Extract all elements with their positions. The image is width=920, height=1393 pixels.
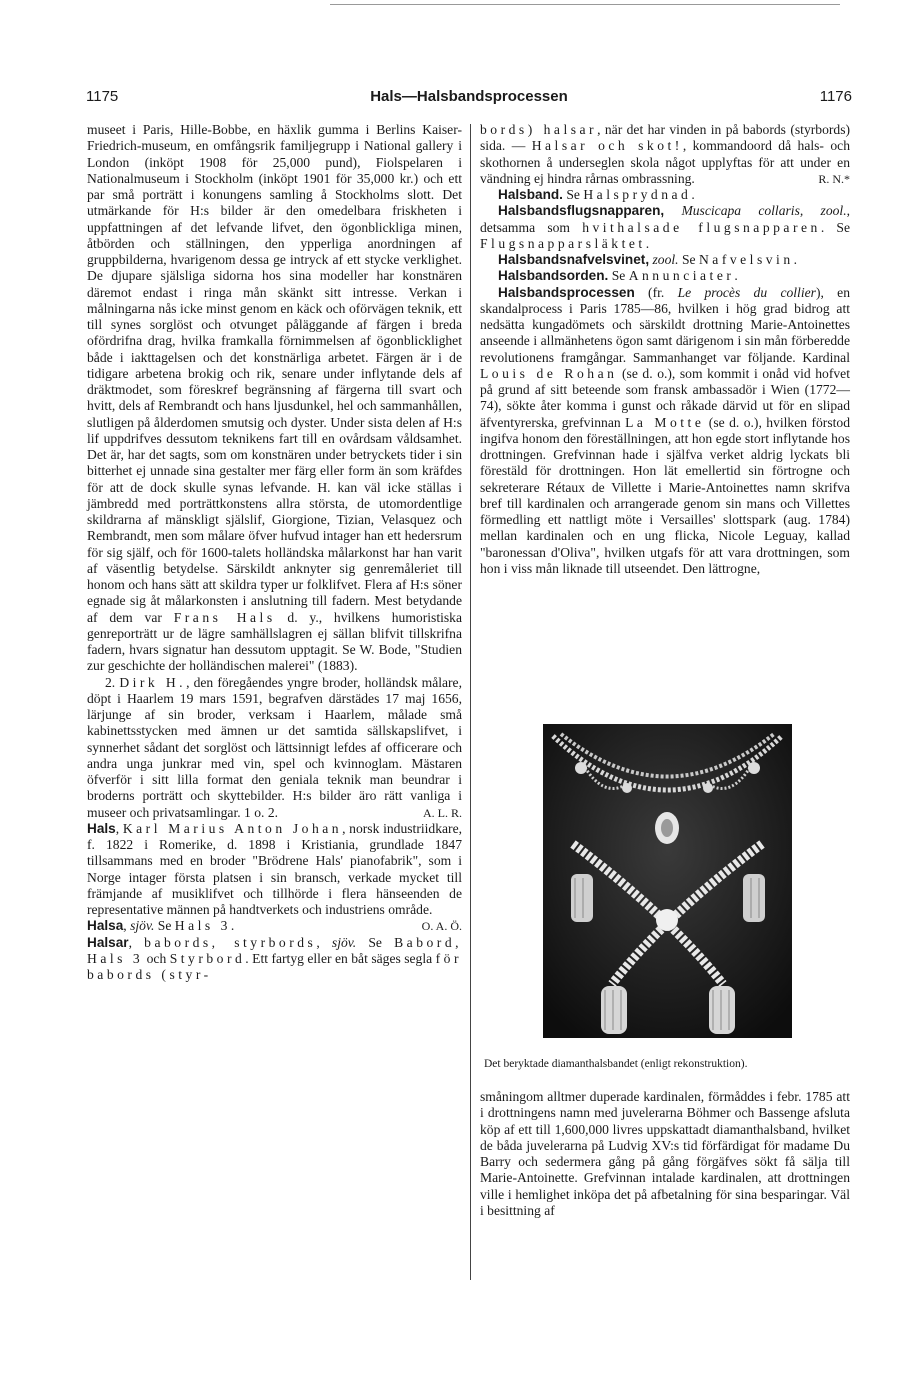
diamond-necklace-icon	[543, 724, 792, 1038]
entry-hals-karl: Hals, Karl Marius Anton Johan, norsk industriidkare, f. 1822 i Romerike, d. 1898 i Kristiania, grundlade 1847 tillsammans med en broder "Brödrene Hals' pianofabrik", som i Norge intager första platsen i sin bransch, verkade mycket till främjande af musiklifvet och tillhörde i flera hänseenden de representative männen på handtverkets och industriens område. O. A. Ö.	[87, 820, 463, 934]
entry-halsbandsflugsnapparen: Halsbandsflugsnapparen, Muscicapa collaris, zool., detsamma som hvithalsade flugsnapparen. Se Flugsnapparsläktet.	[480, 203, 851, 251]
entry-halsar-continuation: bords) halsar, när det har vinden in på babords (styrbords) sida. — Halsar och skot!, kommandoord då hals- och skothornen å underseglen skola något upplyftas för att under en vändning ej hindra rårnas ombrassning. R. N.*	[480, 122, 851, 186]
entry-dirk-hals: 2. Dirk H., den föregåendes yngre broder, holländsk målare, döpt i Haarlem 19 mars 1591, begrafven därstädes 17 maj 1656, lärjunge af sin broder, verksam i Haarlem, målade små kabinettsstycken med ämnen ur det samtida sällskapslifvet, i synnerhet sådant det sorglöst och lättsinnigt lefdes af officerare och andra unga junkrar med vin, spel och kvinnoglam. Mästaren öfverför i sitt lilla format den geniala teknik man beundrar i broderns porträtt och skyttebilder. H:s bilder äro rätt vanliga i museer och privatsamlingar. 1 o. 2. A. L. R.	[87, 674, 462, 820]
paragraph-hals-continuation: museet i Paris, Hille-Bobbe, en häxlik gumma i Berlins Kaiser-Friedrich-museum, en omfångsrik familjegrupp i National gallery i London (inköpt 1908 för 25,000 pund), Fiolspelaren i Nationalmuseum i Stockholm (inköpt 1901 för 35,000 kr.) och ett par små porträtt i konungens samling å Stockholms slott. Det utmärkande för H:s bilder är den omedelbara friskheten i uppfattningen af det lefvande lifvet, den ögonblickliga minen, åtbörden och ställningen, den ypperliga anordningen af gruppbilderna, hvarigenom dessa ge intryck af ett stycke verklighet. De djupare själsliga sidorna hos sina modeller har konstnären däremot endast i ringa mån skänkt sitt intresse. Verkan i målningarna nås icke minst genom en käck och oförvägen teknik, ett till synes sorglöst och otvunget påläggande af färgen i breda ofördrifna drag, hvilka framkalla förnimmelsen af ögonblicklighet både i iakttagelsen och det konstnärliga arbetet. Färgen är i de tidigare arbetena brokig och rik, senare under inflytande dels af dräktmodet, som föreskref begränsning af färgerna till svart och hvitt, dels af Rembrandt och hans ljusdunkel, hel och sammanhållen, slutligen på ålderdomen smutsig och dyster. Under sista delen af H:s lif uppdrifves dessutom teknikens fart till en ovårdsam våldsamhet. Det är, har det sagts, som om konstnären under betryckets tider i sin bitterhet ej unnade sina gestalter mer färg eller form än som kräfdes för att de dock skulle synas lefvande. H. kan väl icke ställas i jämbredd med porträttkonstens allra största, de utomordentlige skildrarna af mänskligt själslif, Giorgione, Tizian, Velasquez och Rembrandt, men som målare öfver hufvud intager han ett hedersrum för sig själf, och för 1600-talets holländska målarkonst har han varit af väsentlig betydelse. Särskildt anknyter sig genremåleriet till honom och hans sätt att skildra typer ur folklifvet. Flera af H:s söner egnade sig åt målarkonsten i anslutning till fadern. Mest betydande af dem var Frans Hals d. y., hvilkens humoristiska genreporträtt ur de lägre samhällslagren ej sällan blifvit tillskrifna fadern, hvars signatur han dessutom upptagit. Se W. Bode, "Studien zur geschichte der holländischen malerei" (1883).	[87, 122, 462, 674]
column-divider	[470, 124, 471, 1280]
page-number-left: 1175	[86, 88, 119, 105]
entry-halsbandsnafvelsvinet: Halsbandsnafvelsvinet, zool. Se Nafvelsvin.	[498, 252, 798, 267]
right-column-bottom	[480, 1089, 850, 1219]
entry-halsar: Halsar, babords, styrbords, sjöv. Se Babord, Hals 3 och Styrbord. Ett fartyg eller en båt säges segla för babords (styr-	[87, 934, 463, 982]
necklace-photo	[543, 724, 792, 1038]
running-header	[86, 88, 852, 112]
right-column-top	[480, 122, 850, 577]
entry-halsband: Halsband. Se Halsprydnad.	[498, 187, 695, 202]
figure-caption: Det beryktade diamanthalsbandet (enligt rekonstruktion).	[484, 1058, 748, 1070]
page-number-right: 1176	[819, 88, 852, 105]
entry-halsa: Halsa, sjöv. Se Hals 3.	[87, 918, 235, 934]
left-column	[87, 122, 462, 983]
entry-halsbandsprocessen: Halsbandsprocessen (fr. Le procès du collier), en skandalprocess i Paris 1785—86, hvilken i hög grad bidrog att nedsätta kungadömets och särskildt drottning Marie-Antoinettes anseende i allmänhetens ögon samt därigenom i sin mån förberedde revolutionens framgångar. Sammanhanget var följande. Kardinal Louis de Rohan (se d. o.), som kommit i onåd vid hofvet på grund af sitt beteende som fransk ambassadör i Wien (1772—74), sökte åter komma i gunst och råkade därvid ut för en slipad äfventyrerska, grefvinnan La Motte (se d. o.), hvilken förstod ingifva honom den föreställningen, att hon egde stort inflytande hos drottningen. Grefvinnan hade i själfva verket aldrig lyckats bli förestäld för drottningen. Hon lät emellertid sin förtrogne och sekreterare Rétaux de Villette i Marie-Antoinettes namn skrifva bref till kardinalen och arrangerade genom sin mans och Villettes förmedling ett nattligt möte i Versailles' slottspark (aug. 1784) mellan kardinalen och en ung flicka, Nicole Leguay, kallad "baronessan d'Oliva", hvilken utgafs för att vara drottningen, som hon i viss mån liknade till utseendet. Den lättrogne,	[480, 284, 851, 576]
running-title: Hals—Halsbandsprocessen	[370, 88, 568, 105]
top-rule	[330, 4, 840, 5]
entry-halsbandsorden: Halsbandsorden. Se Annunciater.	[498, 268, 738, 284]
paragraph-halsbandsprocessen-continuation: småningom alltmer duperade kardinalen, förmåddes i febr. 1785 att i drottningens namn med juvelerarna Böhmer och Bassenge afsluta köp af ett till 1,600,000 livres uppskattadt diamanthalsband, hvilket de båda juvelerarna på Ludvig XV:s tid förfärdigat för madame Du Barry och sedermera gång på gång förgäfves sökt få sälja till Marie-Antoinette. Grefvinnan intalade kardinalen, att drottningen ville i hemlighet inköpa det på afbetalning för sina besparingar. Väl i besittning af	[480, 1089, 850, 1218]
